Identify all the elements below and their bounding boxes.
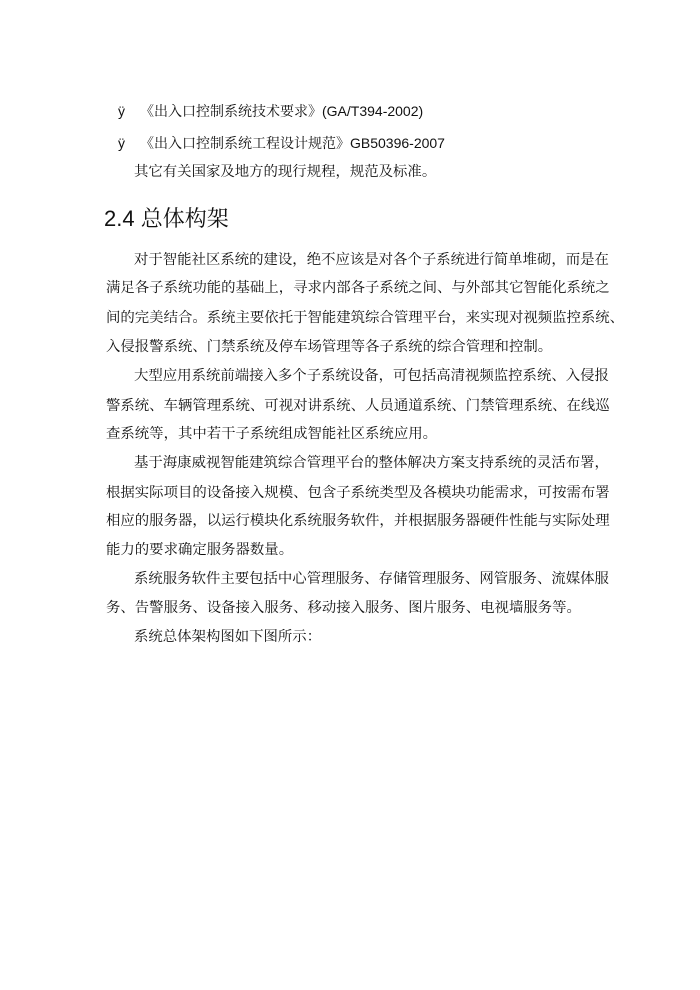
paragraph-line: 查系统等，其中若干子系统组成智能社区系统应用。 bbox=[106, 426, 437, 442]
section-number: 2.4 bbox=[104, 206, 135, 231]
bullet-code: GB50396-2007 bbox=[350, 135, 445, 151]
paragraph-line: 系统总体架构图如下图所示： bbox=[134, 629, 322, 645]
bullet-text: 《出入口控制系统技术要求》 bbox=[140, 104, 322, 120]
paragraph-line: 满足各子系统功能的基础上，寻求内部各子系统之间、与外部其它智能化系统之 bbox=[106, 280, 610, 296]
bullet-item-1 bbox=[118, 101, 423, 122]
paragraph-line: 对于智能社区系统的建设，绝不应该是对各个子系统进行简单堆砌，而是在 bbox=[134, 252, 609, 268]
section-heading bbox=[104, 205, 229, 233]
bullet-mark: ÿ bbox=[118, 103, 125, 119]
bullet-mark: ÿ bbox=[118, 135, 125, 151]
paragraph-line: 入侵报警系统、门禁系统及停车场管理等各子系统的综合管理和控制。 bbox=[106, 339, 553, 355]
paragraph-line: 相应的服务器，以运行模块化系统服务软件，并根据服务器硬件性能与实际处理 bbox=[106, 513, 610, 529]
paragraph-line: 根据实际项目的设备接入规模、包含子系统类型及各模块功能需求，可按需布署 bbox=[106, 485, 610, 501]
bullet-text: 《出入口控制系统工程设计规范》 bbox=[140, 136, 350, 152]
paragraph-line: 警系统、车辆管理系统、可视对讲系统、人员通道系统、门禁管理系统、在线巡 bbox=[106, 398, 610, 414]
paragraph-line: 能力的要求确定服务器数量。 bbox=[106, 542, 294, 558]
intro-note: 其它有关国家及地方的现行规程，规范及标准。 bbox=[134, 164, 437, 180]
paragraph-line: 间的完美结合。系统主要依托于智能建筑综合管理平台，来实现对视频监控系统、 bbox=[106, 310, 625, 326]
paragraph-line: 务、告警服务、设备接入服务、移动接入服务、图片服务、电视墙服务等。 bbox=[106, 600, 581, 616]
section-title: 总体构架 bbox=[140, 206, 229, 231]
bullet-item-2 bbox=[118, 133, 445, 154]
paragraph-line: 基于海康威视智能建筑综合管理平台的整体解决方案支持系统的灵活布署， bbox=[134, 455, 609, 471]
paragraph-line: 大型应用系统前端接入多个子系统设备，可包括高清视频监控系统、入侵报 bbox=[134, 368, 609, 384]
paragraph-line: 系统服务软件主要包括中心管理服务、存储管理服务、网管服务、流媒体服 bbox=[134, 571, 609, 587]
bullet-code: (GA/T394-2002) bbox=[322, 103, 424, 119]
